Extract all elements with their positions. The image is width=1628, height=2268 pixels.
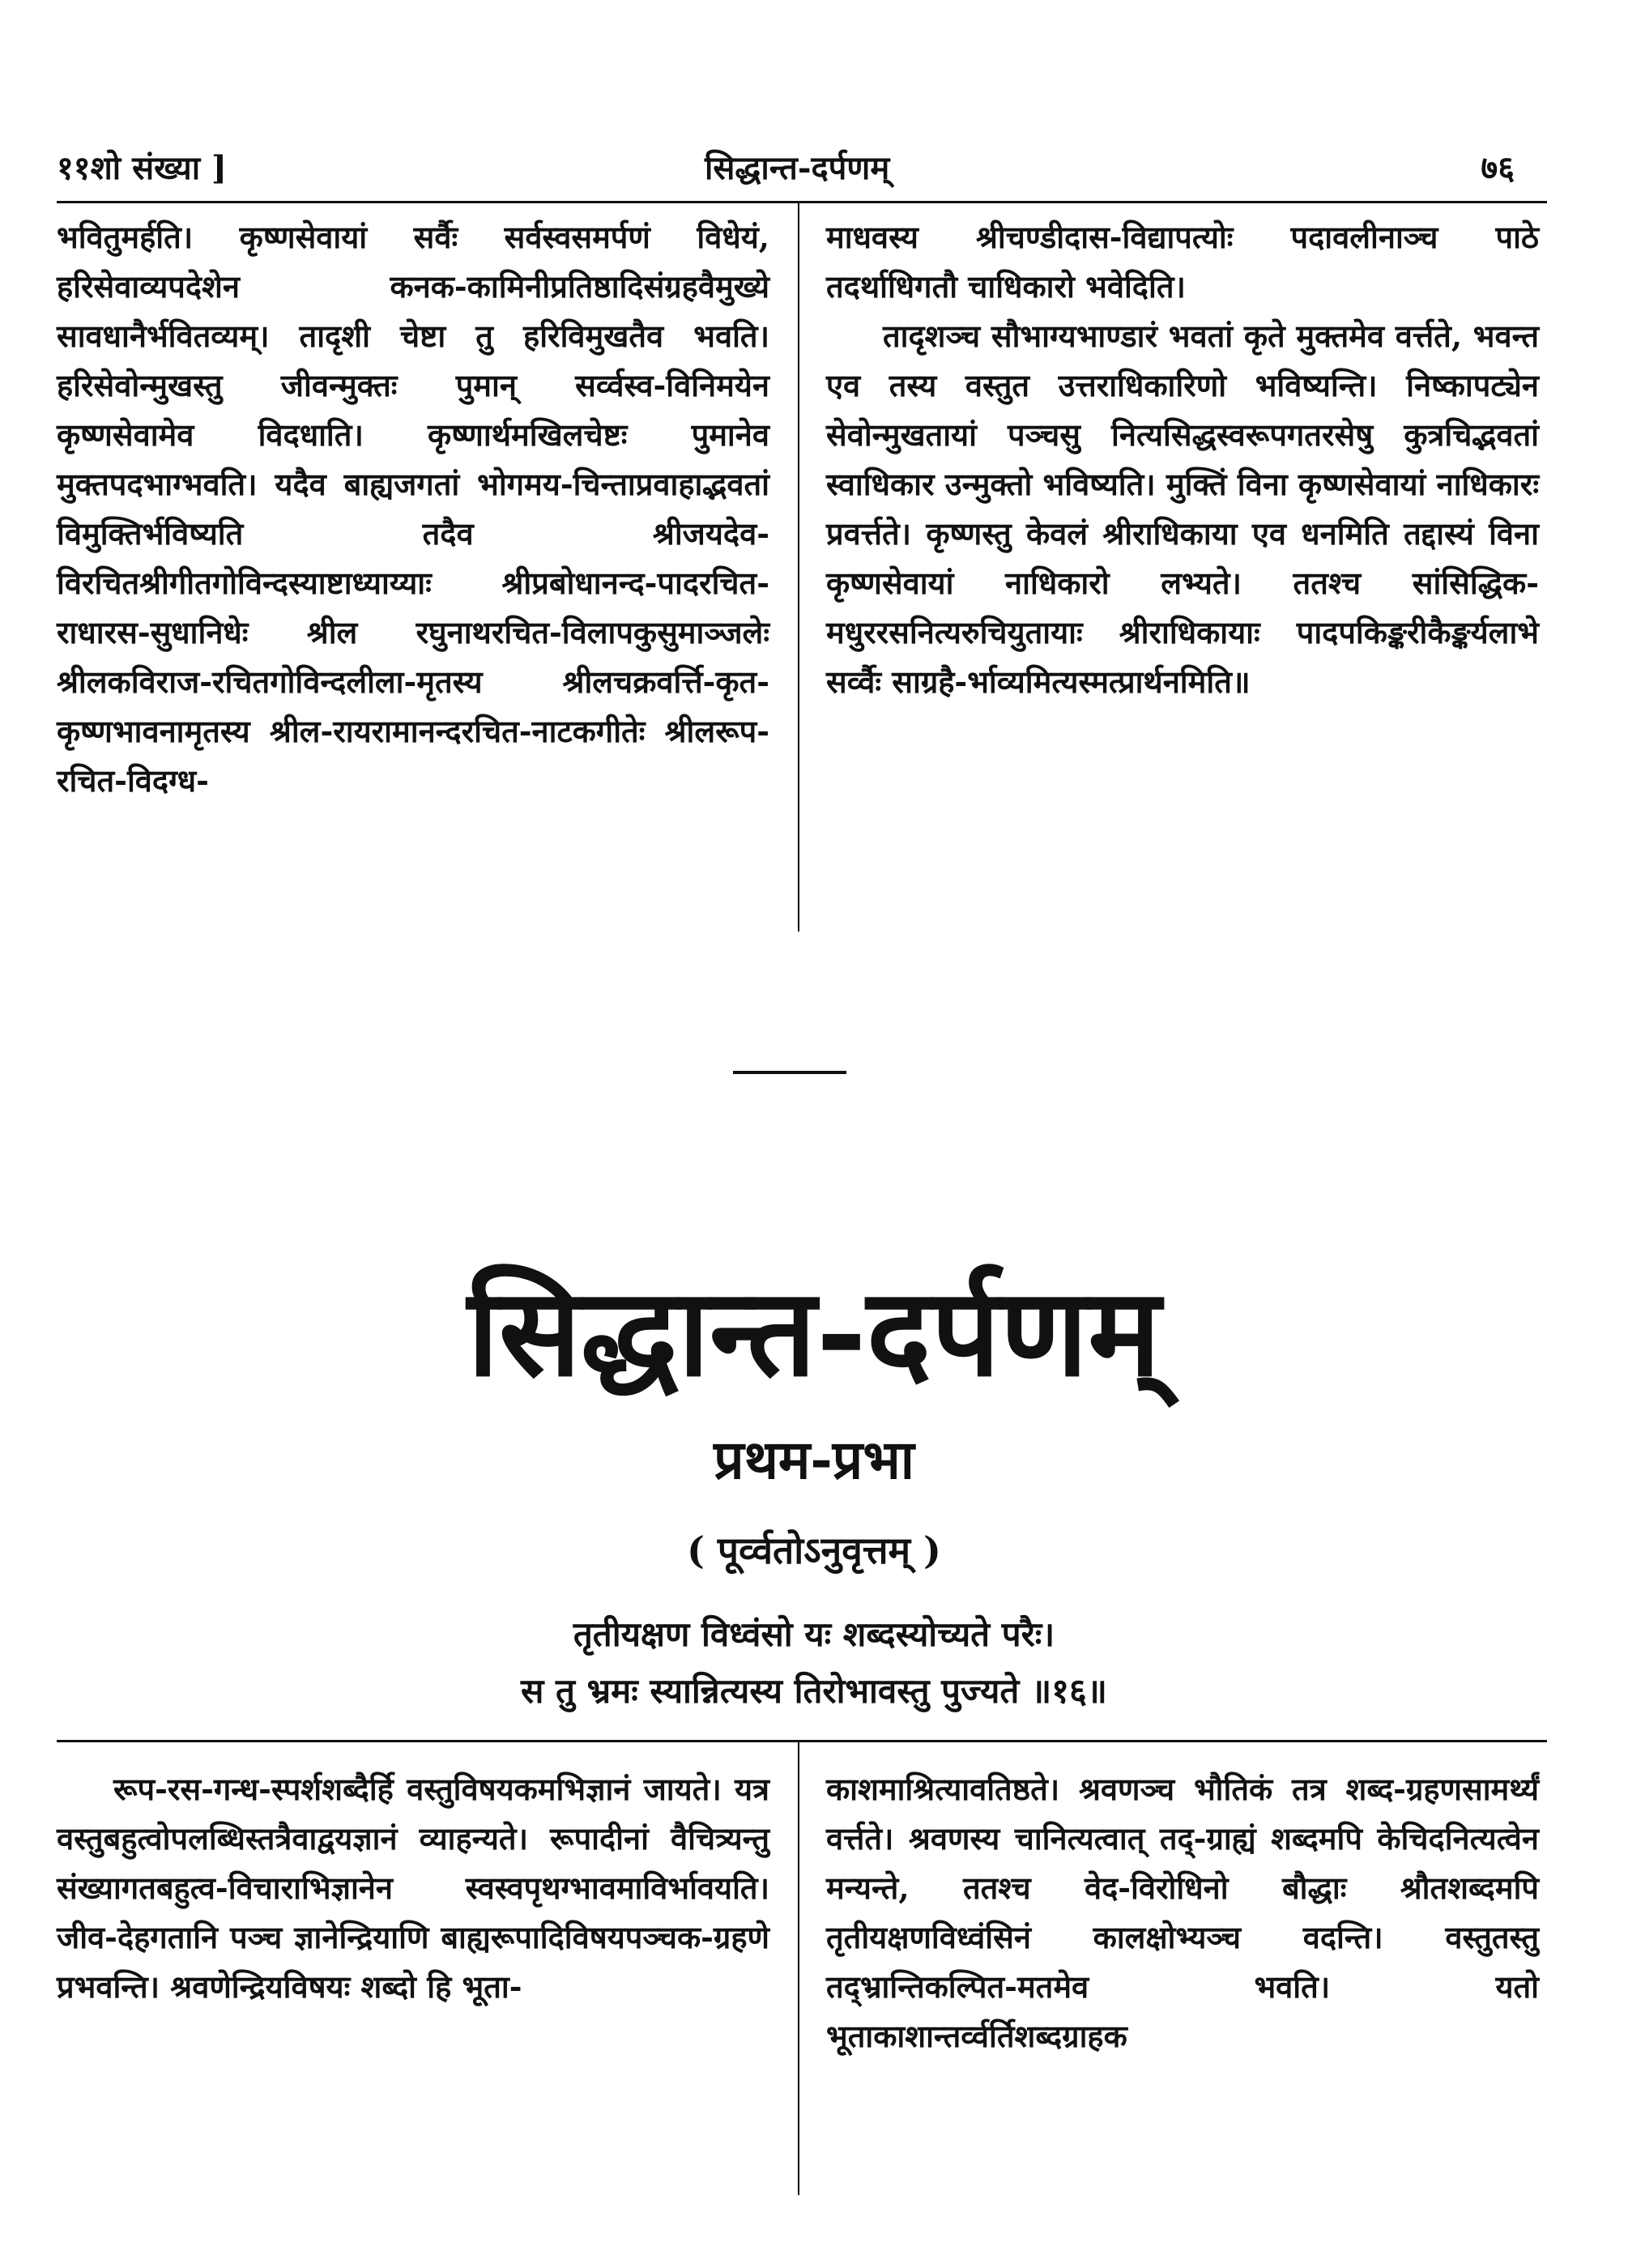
- header-rule: [57, 201, 1547, 203]
- column-divider-bottom: [798, 1742, 799, 2195]
- issue-label: ११शो संख्या ]: [57, 149, 227, 187]
- section-separator: [733, 1071, 846, 1074]
- chapter-heading: प्रथम-प्रभा: [714, 1428, 914, 1491]
- article-title: सिद्धान्त-दर्पणम्: [467, 1261, 1161, 1404]
- bottom-left-paragraph: रूप-रस-गन्ध-स्पर्शशब्दैर्हि वस्तुविषयकमभिज्ञानं जायते। यत्र वस्तुबहुत्वोपलब्धिस्तत्रैवाद्वयज्ञानं व्याहन्यते। रूपादीनां वैचित्र्यन्तु संख्यागतबहुत्व-विचाराभिज्ञानेन स्वस्वपृथग्भावमाविर्भावयति। जीव-देहगतानि पञ्च ज्ञानेन्द्रियाणि बाह्यरूपादिविषयपञ्चक-ग्रहणे प्रभवन्ति। श्रवणेन्द्रियविषयः शब्दो हि भूता-: [57, 1771, 769, 2005]
- verse-rule: [57, 1740, 1547, 1742]
- top-right-paragraph-1: माधवस्य श्रीचण्डीदास-विद्यापत्योः पदावलीनाञ्च पाठे तदर्थाधिगतौ चाधिकारो भवेदिति।: [826, 219, 1539, 305]
- bottom-right-column: [826, 1764, 1539, 2061]
- top-right-column: [826, 212, 1539, 706]
- column-divider-top: [798, 202, 799, 932]
- page-number: ७६: [1481, 149, 1515, 187]
- running-title: सिद्धान्त-दर्पणम्: [705, 149, 890, 187]
- top-left-column: [57, 212, 769, 805]
- top-left-paragraph: भवितुमर्हति। कृष्णसेवायां सर्वैः सर्वस्वसमर्पणं विधेयं, हरिसेवाव्यपदेशेन कनक-कामिनीप्रतिष्ठादिसंग्रहवैमुख्ये सावधानैर्भवितव्यम्। तादृशी चेष्टा तु हरिविमुखतैव भवति। हरिसेवोन्मुखस्तु जीवन्मुक्तः पुमान् सर्व्वस्व-विनिमयेन कृष्णसेवामेव विदधाति। कृष्णार्थमखिलचेष्टः पुमानेव मुक्तपदभाग्भवति। यदैव बाह्यजगतां भोगमय-चिन्ताप्रवाहाद्भवतां विमुक्तिर्भविष्यति तदैव श्रीजयदेव-विरचितश्रीगीतगोविन्दस्याष्टाध्याय्याः श्रीप्रबोधानन्द-पादरचित-राधारस-सुधानिधेः श्रील रघुनाथरचित-विलापकुसुमाञ्जलेः श्रीलकविराज-रचितगोविन्दलीला-मृतस्य श्रीलचक्रवर्त्ति-कृत-कृष्णभावनामृतस्य श्रील-रायरामानन्दरचित-नाटकगीतेः श्रीलरूप-रचित-विदग्ध-: [57, 219, 769, 799]
- bottom-left-column: [57, 1764, 769, 2011]
- running-header: [57, 144, 1515, 193]
- verse-line-2: स तु भ्रमः स्यान्नित्यस्य तिरोभावस्तु पुज्यते ॥१६॥: [521, 1671, 1107, 1711]
- top-right-paragraph-2: तादृशञ्च सौभाग्यभाण्डारं भवतां कृते मुक्तमेव वर्त्तते, भवन्त एव तस्य वस्तुत उत्तराधिकारिणो भविष्यन्ति। निष्कापट्येन सेवोन्मुखतायां पञ्चसु नित्यसिद्धस्वरूपगतरसेषु कुत्रचिद्भवतां स्वाधिकार उन्मुक्तो भविष्यति। मुक्तिं विना कृष्णसेवायां नाधिकारः प्रवर्त्तते। कृष्णस्तु केवलं श्रीराधिकाया एव धनमिति तद्दास्यं विना कृष्णसेवायां नाधिकारो लभ्यते। ततश्च सांसिद्धिक-मधुररसनित्यरुचियुतायाः श्रीराधिकायाः पादपकिङ्करीकैङ्कर्यलाभे सर्व्वैः साग्रहै-र्भाव्यमित्यस्मत्प्रार्थनमिति॥: [826, 318, 1539, 700]
- verse-line-1: तृतीयक्षण विध्वंसो यः शब्दस्योच्यते परैः।: [573, 1614, 1055, 1654]
- bottom-right-paragraph: काशमाश्रित्यावतिष्ठते। श्रवणञ्च भौतिकं तत्र शब्द-ग्रहणसामर्थ्यं वर्त्तते। श्रवणस्य चानित्यत्वात् तद्-ग्राह्यं शब्दमपि केचिदनित्यत्वेन मन्यन्ते, ततश्च वेद-विरोधिनो बौद्धाः श्रौतशब्दमपि तृतीयक्षणविध्वंसिनं कालक्षोभ्यञ्च वदन्ति। वस्तुतस्तु तद्भ्रान्तिकल्पित-मतमेव भवति। यतो भूताकाशान्तर्व्वर्तिशब्दग्राहक: [826, 1771, 1539, 2054]
- continued-note: ( पूर्व्वतोऽनुवृत्तम् ): [687, 1528, 941, 1572]
